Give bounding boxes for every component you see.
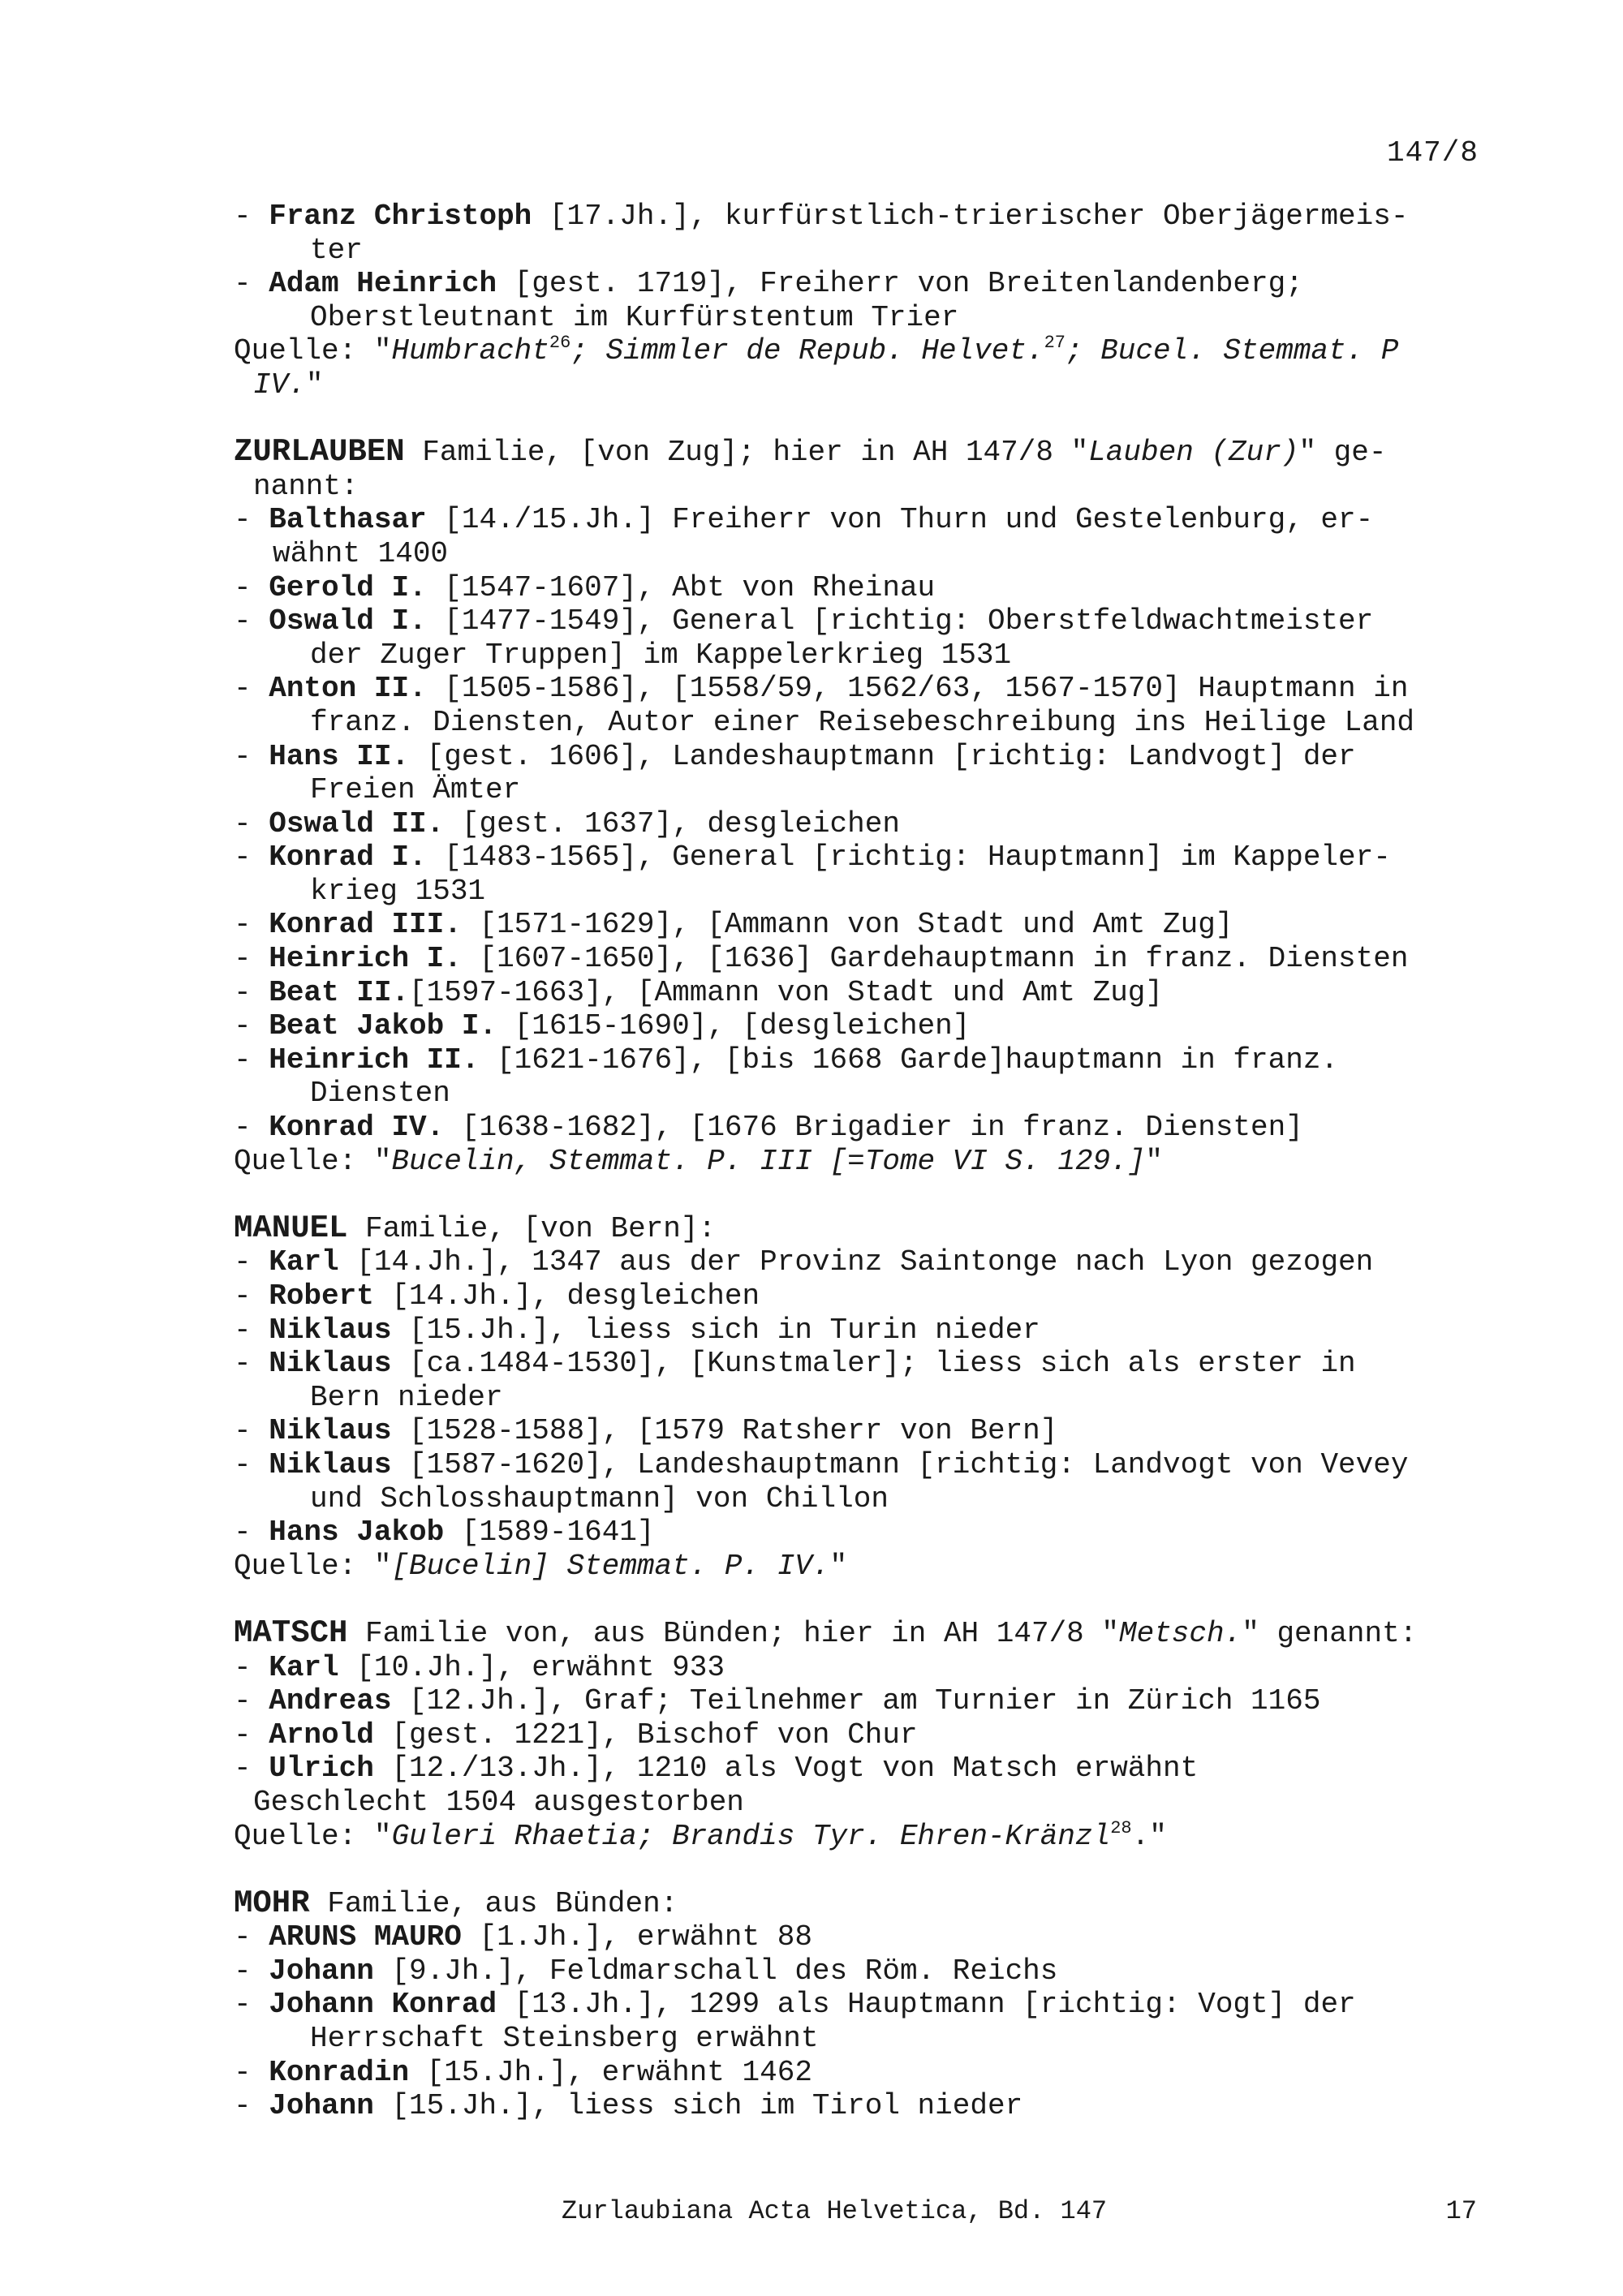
list-item: - Niklaus [ca.1484-1530], [Kunstmaler]; liess sich als erster in (234, 1347, 1356, 1381)
list-item: - Heinrich II. [1621-1676], [bis 1668 Garde]hauptmann in franz. (234, 1043, 1339, 1077)
list-item: - Balthasar [14./15.Jh.] Freiherr von Thurn und Gestelenburg, er- (234, 503, 1374, 537)
footnote-ref[interactable]: 27 (1044, 333, 1065, 354)
list-item: - Johann [9.Jh.], Feldmarschall des Röm. Reichs (234, 1954, 1058, 1988)
list-item: - Johann [15.Jh.], liess sich im Tirol nieder (234, 2089, 1023, 2123)
family-heading: ZURLAUBEN Familie, [von Zug]; hier in AH 147/8 "Lauben (Zur)" ge- (234, 434, 1387, 471)
family-name: MATSCH (234, 1615, 348, 1651)
family-name: MOHR (234, 1885, 310, 1921)
list-item: - Andreas [12.Jh.], Graf; Teilnehmer am Turnier in Zürich 1165 (234, 1684, 1321, 1718)
family-name: MANUEL (234, 1210, 348, 1246)
list-item: - Niklaus [1528-1588], [1579 Ratsherr von Bern] (234, 1414, 1058, 1448)
footer-page-number: 17 (1445, 2196, 1477, 2226)
family-name: ZURLAUBEN (234, 434, 405, 471)
person-name: Adam Heinrich (269, 267, 497, 301)
family-heading: MOHR Familie, aus Bünden: (234, 1885, 678, 1921)
list-item: - Oswald II. [gest. 1637], desgleichen (234, 806, 900, 841)
list-item: - Ulrich [12./13.Jh.], 1210 als Vogt von Matsch erwähnt (234, 1752, 1199, 1786)
page-header-number: 147/8 (1386, 136, 1479, 170)
list-item: - Oswald I. [1477-1549], General [richtig: Oberstfeldwachtmeister (234, 604, 1374, 638)
footer-title: Zurlaubiana Acta Helvetica, Bd. 147 (562, 2196, 1108, 2226)
list-item: - Konrad III. [1571-1629], [Ammann von Stadt und Amt Zug] (234, 908, 1233, 942)
person-name: Franz Christoph (269, 200, 532, 233)
source-line: Quelle: "Guleri Rhaetia; Brandis Tyr. Ehren-Kränzl$^{28}$." (234, 1817, 1167, 1853)
list-item: - Karl [14.Jh.], 1347 aus der Provinz Saintonge nach Lyon gezogen (234, 1245, 1374, 1279)
list-item: - Niklaus [1587-1620], Landeshauptmann [richtig: Landvogt von Vevey (234, 1447, 1409, 1481)
list-item: - Anton II. [1505-1586], [1558/59, 1562/63, 1567-1570] Hauptmann in (234, 672, 1409, 706)
list-item: - ARUNS MAURO [1.Jh.], erwähnt 88 (234, 1920, 812, 1954)
footnote-ref[interactable]: 28 (1110, 1817, 1132, 1838)
list-item: - Johann Konrad [13.Jh.], 1299 als Hauptmann [richtig: Vogt] der (234, 1988, 1356, 2022)
source-line: Quelle: "Humbracht$^{26}$; Simmler de Repub. Helvet.$^{27}$; Bucel. Stemmat. P (234, 333, 1399, 368)
list-item: - Beat II.[1597-1663], [Ammann von Stadt und Amt Zug] (234, 975, 1163, 1009)
list-item: - Konradin [15.Jh.], erwähnt 1462 (234, 2055, 812, 2089)
list-item: - Hans Jakob [1589-1641] (234, 1516, 655, 1550)
list-item: - Niklaus [15.Jh.], liess sich in Turin nieder (234, 1313, 1040, 1347)
list-item: - Arnold [gest. 1221], Bischof von Chur (234, 1718, 918, 1752)
list-item: - Hans II. [gest. 1606], Landeshauptmann [richtig: Landvogt] der (234, 739, 1356, 773)
list-item: - Konrad I. [1483-1565], General [richtig: Hauptmann] im Kappeler- (234, 841, 1391, 875)
list-item: - Beat Jakob I. [1615-1690], [desgleichen] (234, 1009, 971, 1043)
family-heading: MATSCH Familie von, aus Bünden; hier in AH 147/8 "Metsch." genannt: (234, 1615, 1418, 1651)
footnote-ref[interactable]: 26 (549, 333, 571, 354)
list-item: - Franz Christoph [17.Jh.], kurfürstlich-trierischer Oberjägermeis- (234, 200, 1409, 233)
list-item: - Robert [14.Jh.], desgleichen (234, 1279, 760, 1313)
list-item: - Karl [10.Jh.], erwähnt 933 (234, 1650, 725, 1684)
source-line: Quelle: "[Bucelin] Stemmat. P. IV." (234, 1549, 848, 1583)
source-line: Quelle: "Bucelin, Stemmat. P. III [=Tome VI S. 129.]" (234, 1144, 1163, 1178)
list-item: - Heinrich I. [1607-1650], [1636] Gardehauptmann in franz. Diensten (234, 942, 1409, 976)
list-item: - Adam Heinrich [gest. 1719], Freiherr von Breitenlandenberg; (234, 267, 1303, 301)
family-heading: MANUEL Familie, [von Bern]: (234, 1210, 717, 1246)
document-body: - Franz Christoph [17.Jh.], kurfürstlich-trierischer Oberjägermeis- ter - Adam Heinrich [gest. 1719], Freiherr von Breitenlandenberg; Oberstleutnant im Kurfürstentum Trier Quelle: "Humbracht$^{26}$; Simmler de Repub. Helvet.$^{27}$; Bucel. Stemmat. P IV." ZURLAUBEN Familie, [von Zug]; hier in AH 147/8 "Lauben (Zur)" ge- nannt: - Balthasar [14./15.Jh.] Freiherr von Thurn und Gestelenburg, er- wähnt 1400 - Gerold I. [1547-1607], Abt von Rheinau - Oswald I. [1477-1549], General [richtig: Oberstfeldwachtmeister der Zuger Truppen] im Kappelerkrieg 1531 - Anton II. [1505-1586], [1558/59, 1562/63, 1567-1570] Hauptmann in franz. Diensten, Autor einer Reisebeschreibung ins Heilige Land - Hans II. [gest. 1606], Landeshauptmann [richtig: Landvogt] der Freien Ämter - Oswald II. [gest. 1637], desgleichen - Konrad I. [1483-1565], General [richtig: Hauptmann] im Kappeler- krieg 1531 - Konrad III. [1571-1629], [Ammann von Stadt und Amt Zug] - Heinrich I. [1607-1650], [1636] Gardehauptmann in franz. Diensten - Beat II.[1597-1663], [Ammann von Stadt und Amt Zug] - Beat Jakob I. [1615-1690], [desgleichen] - Heinrich II. [1621-1676], [bis 1668 Garde]hauptmann in franz. Diensten - Konrad IV. [1638-1682], [1676 Brigadier in franz. Diensten] Quelle: "Bucelin, Stemmat. P. III [=Tome VI S. 129.]" MANUEL Familie, [von Bern]: - Karl [14.Jh.], 1347 aus der Provinz Saintonge nach Lyon gezogen - Robert [14.Jh.], desgleichen - Niklaus [15.Jh.], liess sich in Turin nieder - Niklaus [ca.1484-1530], [Kunstmaler]; liess sich als erster in Bern nieder - Niklaus [1528-1588], [1579 Ratsherr von Bern] - Niklaus [1587-1620], Landeshauptmann [richtig: Landvogt von Vevey und Schlosshauptmann] von Chillon - Hans Jakob [1589-1641] Quelle: "[Bucelin] Stemmat. P. IV." MATSCH Familie von, aus Bünden; hier in AH 147/8 "Metsch." genannt: - Karl [10.Jh.], erwähnt 933 - Andreas [12.Jh.], Graf; Teilnehmer am Turnier in Zürich 1165 - Arnold [gest. 1221], Bischof von Chur - Ulrich [12./13.Jh.], 1210 als Vogt von Matsch erwähnt Geschlecht 1504 ausgestorben Quelle: "Guleri Rhaetia; Brandis Tyr. Ehren-Kränzl$^{28}$." MOHR Familie, aus Bünden: - ARUNS MAURO [1.Jh.], erwähnt 88 - Johann [9.Jh.], Feldmarschall des Röm. Reichs - Johann Konrad [13.Jh.], 1299 als Hauptmann [richtig: Vogt] der Herrschaft Steinsberg erwähnt - Konradin [15.Jh.], erwähnt 1462 - Johann [15.Jh.], liess sich im Tirol nieder (234, 200, 1500, 2123)
list-item: - Gerold I. [1547-1607], Abt von Rheinau (234, 570, 936, 604)
list-item: - Konrad IV. [1638-1682], [1676 Brigadier in franz. Diensten] (234, 1111, 1303, 1145)
